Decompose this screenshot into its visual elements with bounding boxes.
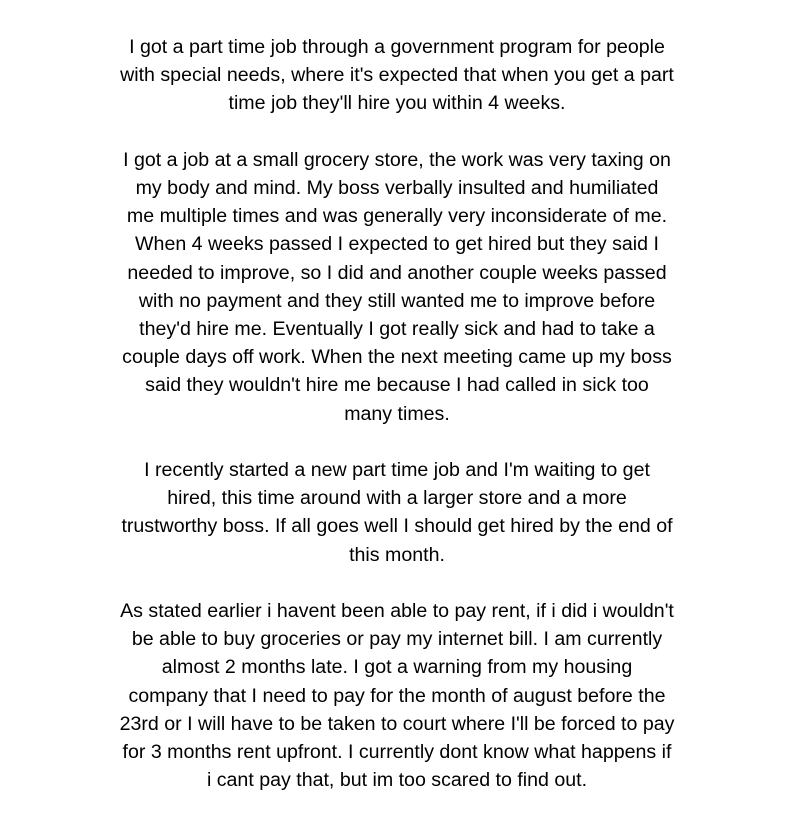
text-line: time job they'll hire you within 4 weeks. (228, 92, 566, 115)
paragraph-1 (0, 33, 794, 118)
text-line: be able to buy groceries or pay my internet bill. I am currently (131, 628, 663, 651)
text-line: my body and mind. My boss verbally insulted and humiliated (135, 177, 659, 199)
text-line: said they wouldn't hire me because I had called in sick too (145, 374, 649, 397)
text-line: me multiple times and was generally very inconsiderate of me. (126, 205, 668, 228)
text-line: i cant pay that, but im too scared to find out. (206, 769, 588, 792)
text-line: with special needs, where it's expected that when you get a part (120, 64, 674, 87)
text-line: many times. (344, 402, 450, 425)
paragraph-3 (0, 456, 794, 569)
text-line: couple days off work. When the next meeting came up my boss (122, 346, 672, 369)
text-line: trustworthy boss. If all goes well I should get hired by the end of (121, 515, 673, 538)
document-body (0, 33, 794, 794)
text-line: When 4 weeks passed I expected to get hired but they said I (135, 233, 659, 256)
text-line: with no payment and they still wanted me to improve before (138, 289, 656, 312)
text-line: I got a job at a small grocery store, the work was very taxing on (123, 148, 671, 171)
text-line: for 3 months rent upfront. I currently dont know what happens if (122, 741, 672, 764)
text-line: almost 2 months late. I got a warning from my housing (161, 656, 633, 679)
text-line: As stated earlier i havent been able to pay rent, if i did i wouldn't (120, 600, 674, 623)
text-line: I got a part time job through a government program for people (129, 36, 665, 58)
text-line: hired, this time around with a larger store and a more (167, 487, 627, 510)
paragraph-2 (0, 146, 794, 428)
paragraph-4 (0, 597, 794, 794)
text-line: company that I need to pay for the month of august before the (128, 684, 666, 707)
text-line: 23rd or I will have to be taken to court where I'll be forced to pay (119, 712, 675, 735)
text-line: I recently started a new part time job and I'm waiting to get (144, 459, 650, 482)
text-line: this month. (349, 543, 445, 566)
text-line: needed to improve, so I did and another couple weeks passed (127, 261, 667, 284)
text-line: they'd hire me. Eventually I got really sick and had to take a (139, 318, 655, 341)
